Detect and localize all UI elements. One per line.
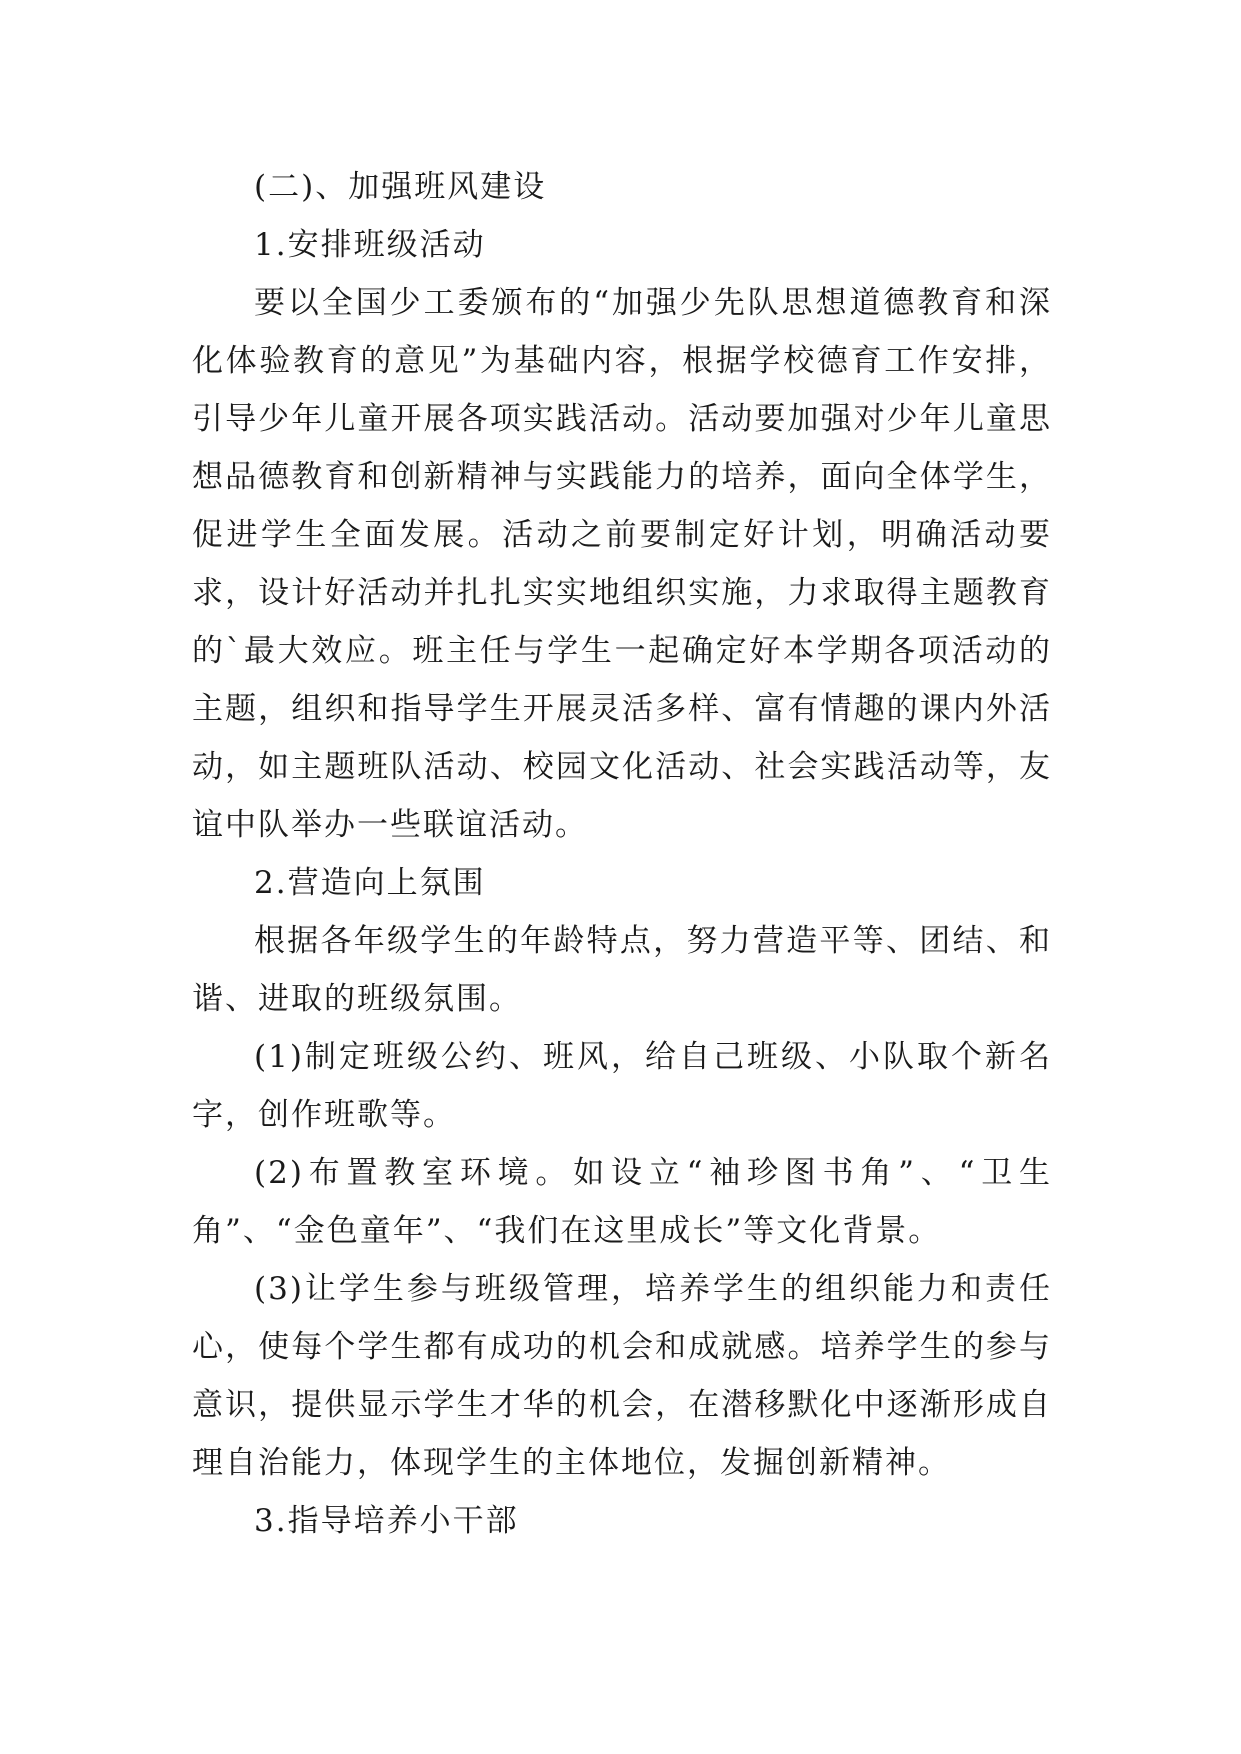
paragraph-activities: 要以全国少工委颁布的“加强少先队思想道德教育和深化体验教育的意见”为基础内容，根据学校德育工作安排，引导少年儿童开展各项实践活动。活动要加强对少年儿童思想品德教育和创新精神与实践能力的培养，面向全体学生，促进学生全面发展。活动之前要制定好计划，明确活动要求，设计好活动并扎扎实实地组织实施，力求取得主题教育的`最大效应。班主任与学生一起确定好本学期各项活动的主题，组织和指导学生开展灵活多样、富有情趣的课内外活动，如主题班队活动、校园文化活动、社会实践活动等，友谊中队举办一些联谊活动。 bbox=[192, 285, 1052, 843]
section-heading: (二)、加强班风建设 bbox=[254, 169, 547, 205]
subsection-title-3: 3.指导培养小干部 bbox=[254, 1503, 519, 1539]
paragraph-atmosphere: 根据各年级学生的年龄特点，努力营造平等、团结、和谐、进取的班级氛围。 bbox=[192, 923, 1052, 1017]
list-item-1: (1)制定班级公约、班风，给自己班级、小队取个新名字，创作班歌等。 bbox=[192, 1039, 1052, 1133]
list-item-2: (2)布置教室环境。如设立“袖珍图书角”、“卫生角”、“金色童年”、“我们在这里成长”等文化背景。 bbox=[192, 1155, 1052, 1249]
document-body bbox=[192, 158, 1052, 1550]
subsection-title-2: 2.营造向上氛围 bbox=[254, 865, 486, 901]
list-item-3: (3)让学生参与班级管理，培养学生的组织能力和责任心，使每个学生都有成功的机会和成就感。培养学生的参与意识，提供显示学生才华的机会，在潜移默化中逐渐形成自理自治能力，体现学生的主体地位，发掘创新精神。 bbox=[192, 1271, 1052, 1481]
subsection-title-1: 1.安排班级活动 bbox=[254, 227, 486, 263]
